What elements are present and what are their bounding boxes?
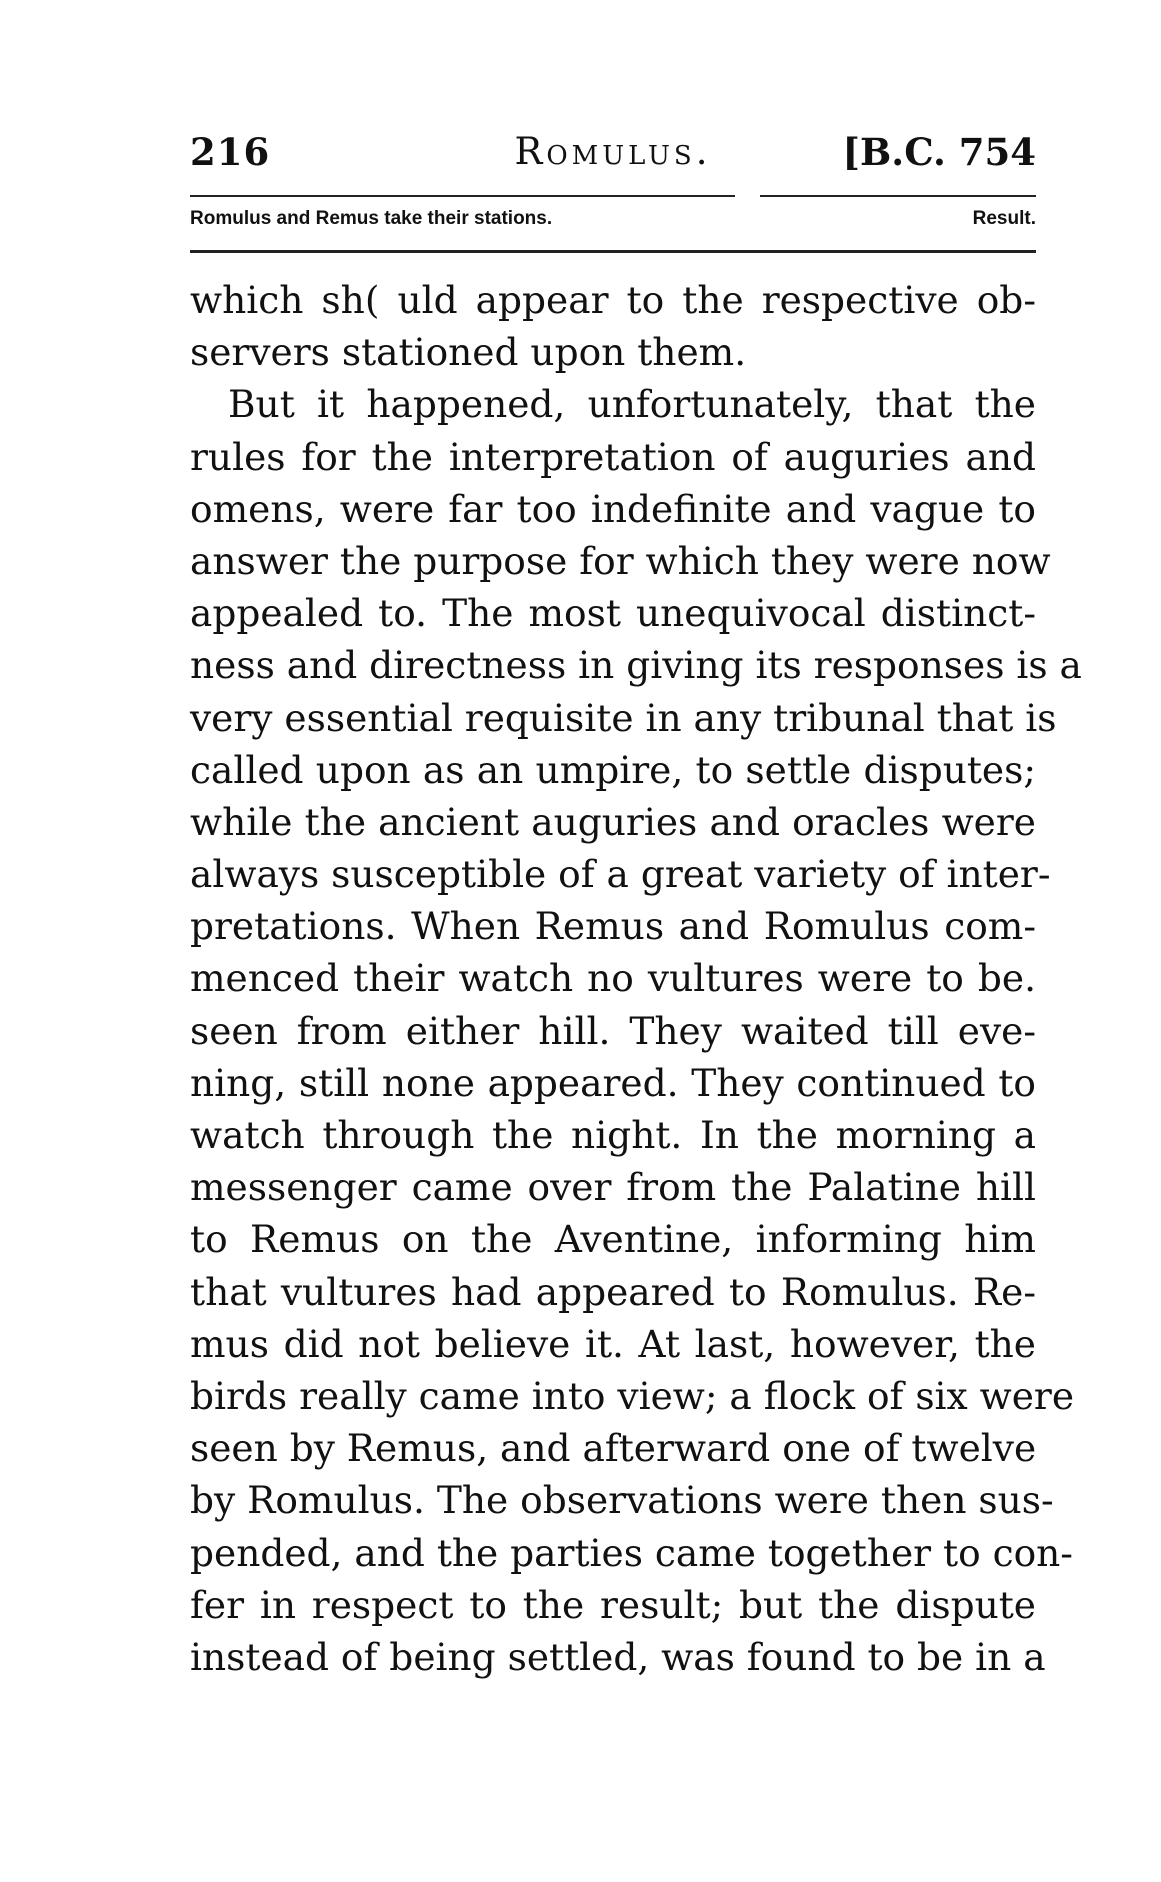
text-line: instead of being settled, was found to be in a — [190, 1634, 1046, 1679]
text-line: pended, and the parties came together to con- — [190, 1530, 1073, 1575]
text-line: ness and directness in giving its responses is a — [190, 643, 1082, 688]
sidenote-right: Result. — [972, 208, 1036, 229]
subheader-rule — [190, 250, 1036, 253]
text-line: But it happened, unfortunately, that the — [228, 382, 1036, 427]
text-line: answer the purpose for which they were now — [190, 538, 1051, 583]
running-title: Romulus. — [514, 130, 712, 173]
page-number: 216 — [190, 130, 271, 174]
text-line: ning, still none appeared. They continued to — [190, 1060, 1036, 1105]
text-line: seen from either hill. They waited till eve- — [190, 1008, 1036, 1053]
header-rule-left — [190, 195, 735, 197]
text-line: that vultures had appeared to Romulus. Re- — [190, 1269, 1036, 1314]
header-rule-right — [760, 195, 1036, 197]
text-line: omens, were far too indefinite and vague to — [190, 486, 1036, 531]
text-line: called upon as an umpire, to settle disputes; — [190, 747, 1036, 792]
sidenote-row — [190, 208, 1036, 238]
text-line: by Romulus. The observations were then sus- — [190, 1478, 1054, 1523]
sidenote-left: Romulus and Remus take their stations. — [190, 208, 553, 229]
text-line: watch through the night. In the morning a — [190, 1113, 1036, 1157]
text-line: while the ancient auguries and oracles were — [190, 799, 1036, 844]
text-line: fer in respect to the result; but the dispute — [190, 1582, 1036, 1627]
page-header — [190, 130, 1036, 180]
text-line: rules for the interpretation of auguries and — [190, 434, 1036, 479]
text-line: always susceptible of a great variety of inter- — [190, 852, 1051, 897]
text-line: appealed to. The most unequivocal distinct- — [190, 591, 1036, 636]
text-line: mus did not believe it. At last, however, the — [190, 1321, 1036, 1366]
date-mark: [B.C. 754 — [842, 130, 1036, 174]
text-line: pretations. When Remus and Romulus com- — [190, 904, 1036, 949]
text-line: very essential requisite in any tribunal that is — [190, 695, 1057, 740]
body-text — [190, 274, 1082, 1683]
text-line: which sh( uld appear to the respective ob- — [190, 278, 1036, 322]
text-line: birds really came into view; a flock of six were — [190, 1373, 1075, 1418]
text-line: menced their watch no vultures were to be. — [190, 956, 1036, 1001]
text-line: to Remus on the Aventine, informing him — [190, 1217, 1036, 1262]
text-line: seen by Remus, and afterward one of twelve — [190, 1426, 1037, 1471]
text-line: messenger came over from the Palatine hill — [190, 1165, 1036, 1210]
text-line: servers stationed upon them. — [190, 330, 747, 375]
